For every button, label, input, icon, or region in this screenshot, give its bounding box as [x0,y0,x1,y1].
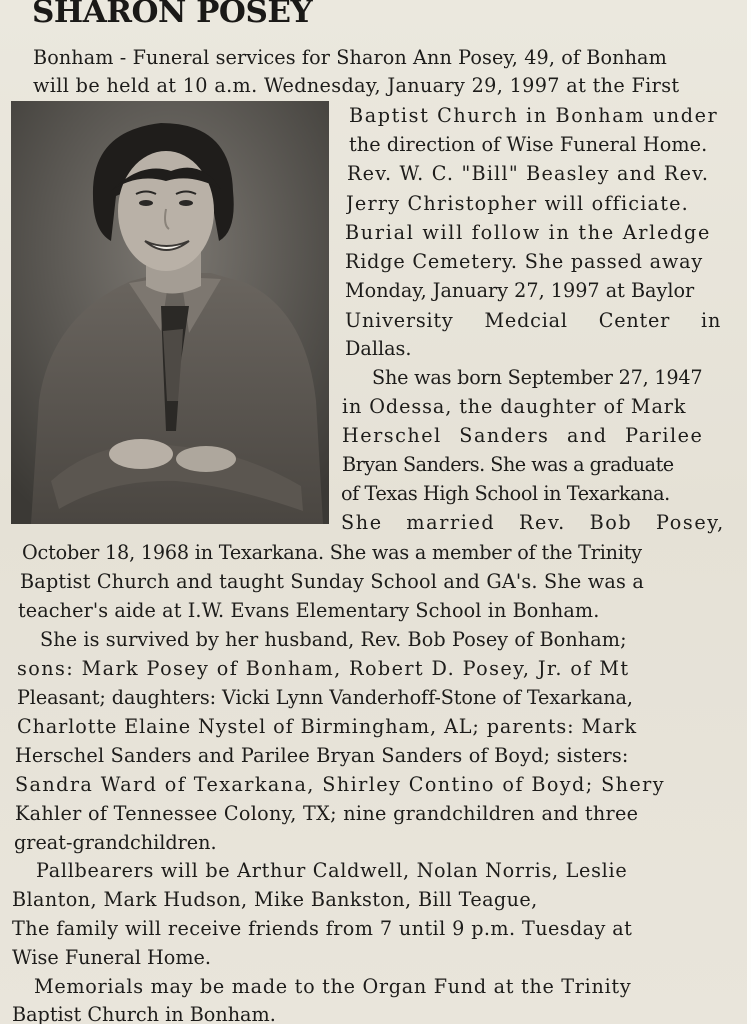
headline: SHARON POSEY [32,0,313,30]
text-line: teacher's aide at I.W. Evans Elementary School in Bonham. [18,599,600,622]
text-line: Rev. W. C. "Bill" Beasley and Rev. [347,162,710,185]
text-line: Memorials may be made to the Organ Fund at the Trinity [34,975,632,998]
text-line: Baptist Church in Bonham under [349,104,719,127]
portrait-photo-icon [11,101,329,524]
text-line: in Odessa, the daughter of Mark [342,395,687,418]
text-line: Wise Funeral Home. [12,946,211,969]
text-line: She is survived by her husband, Rev. Bob Posey of Bonham; [40,628,627,651]
text-line: sons: Mark Posey of Bonham, Robert D. Posey, Jr. of Mt [17,657,630,680]
text-line: of Texas High School in Texarkana. [341,482,670,505]
text-line: the direction of Wise Funeral Home. [349,133,708,156]
text-line: great-grandchildren. [14,831,217,854]
text-line: Pleasant; daughters: Vicki Lynn Vanderhoff-Stone of Texarkana, [17,686,633,709]
text-line: Jerry Christopher will officiate. [346,192,689,215]
text-line: Bonham - Funeral services for Sharon Ann Posey, 49, of Bonham [33,46,667,69]
text-line: Pallbearers will be Arthur Caldwell, Nolan Norris, Leslie [36,859,628,882]
text-line: Bryan Sanders. She was a graduate [342,453,674,476]
text-line: Charlotte Elaine Nystel of Birmingham, AL; parents: Mark [17,715,638,738]
text-line: University Medcial Center in [345,309,722,332]
text-line: Ridge Cemetery. She passed away [345,250,703,273]
text-line: Herschel Sanders and Parilee [342,424,704,447]
text-line: Baptist Church in Bonham. [12,1003,276,1024]
text-line: The family will receive friends from 7 until 9 p.m. Tuesday at [12,917,633,940]
text-line: Burial will follow in the Arledge [345,221,712,244]
text-line: Sandra Ward of Texarkana, Shirley Contino of Boyd; Shery [15,773,665,796]
text-line: She married Rev. Bob Posey, [341,511,725,534]
text-line: October 18, 1968 in Texarkana. She was a member of the Trinity [22,541,642,564]
text-line: Monday, January 27, 1997 at Baylor [345,279,695,302]
portrait-photo [11,101,329,524]
text-line: will be held at 10 a.m. Wednesday, January 29, 1997 at the First [33,74,680,97]
text-line: Kahler of Tennessee Colony, TX; nine grandchildren and three [15,802,639,825]
text-line: Herschel Sanders and Parilee Bryan Sanders of Boyd; sisters: [15,744,629,767]
text-line: She was born September 27, 1947 [372,366,703,389]
text-line: Blanton, Mark Hudson, Mike Bankston, Bill Teague, [12,888,538,911]
text-line: Baptist Church and taught Sunday School and GA's. She was a [20,570,645,593]
text-line: Dallas. [345,337,412,360]
